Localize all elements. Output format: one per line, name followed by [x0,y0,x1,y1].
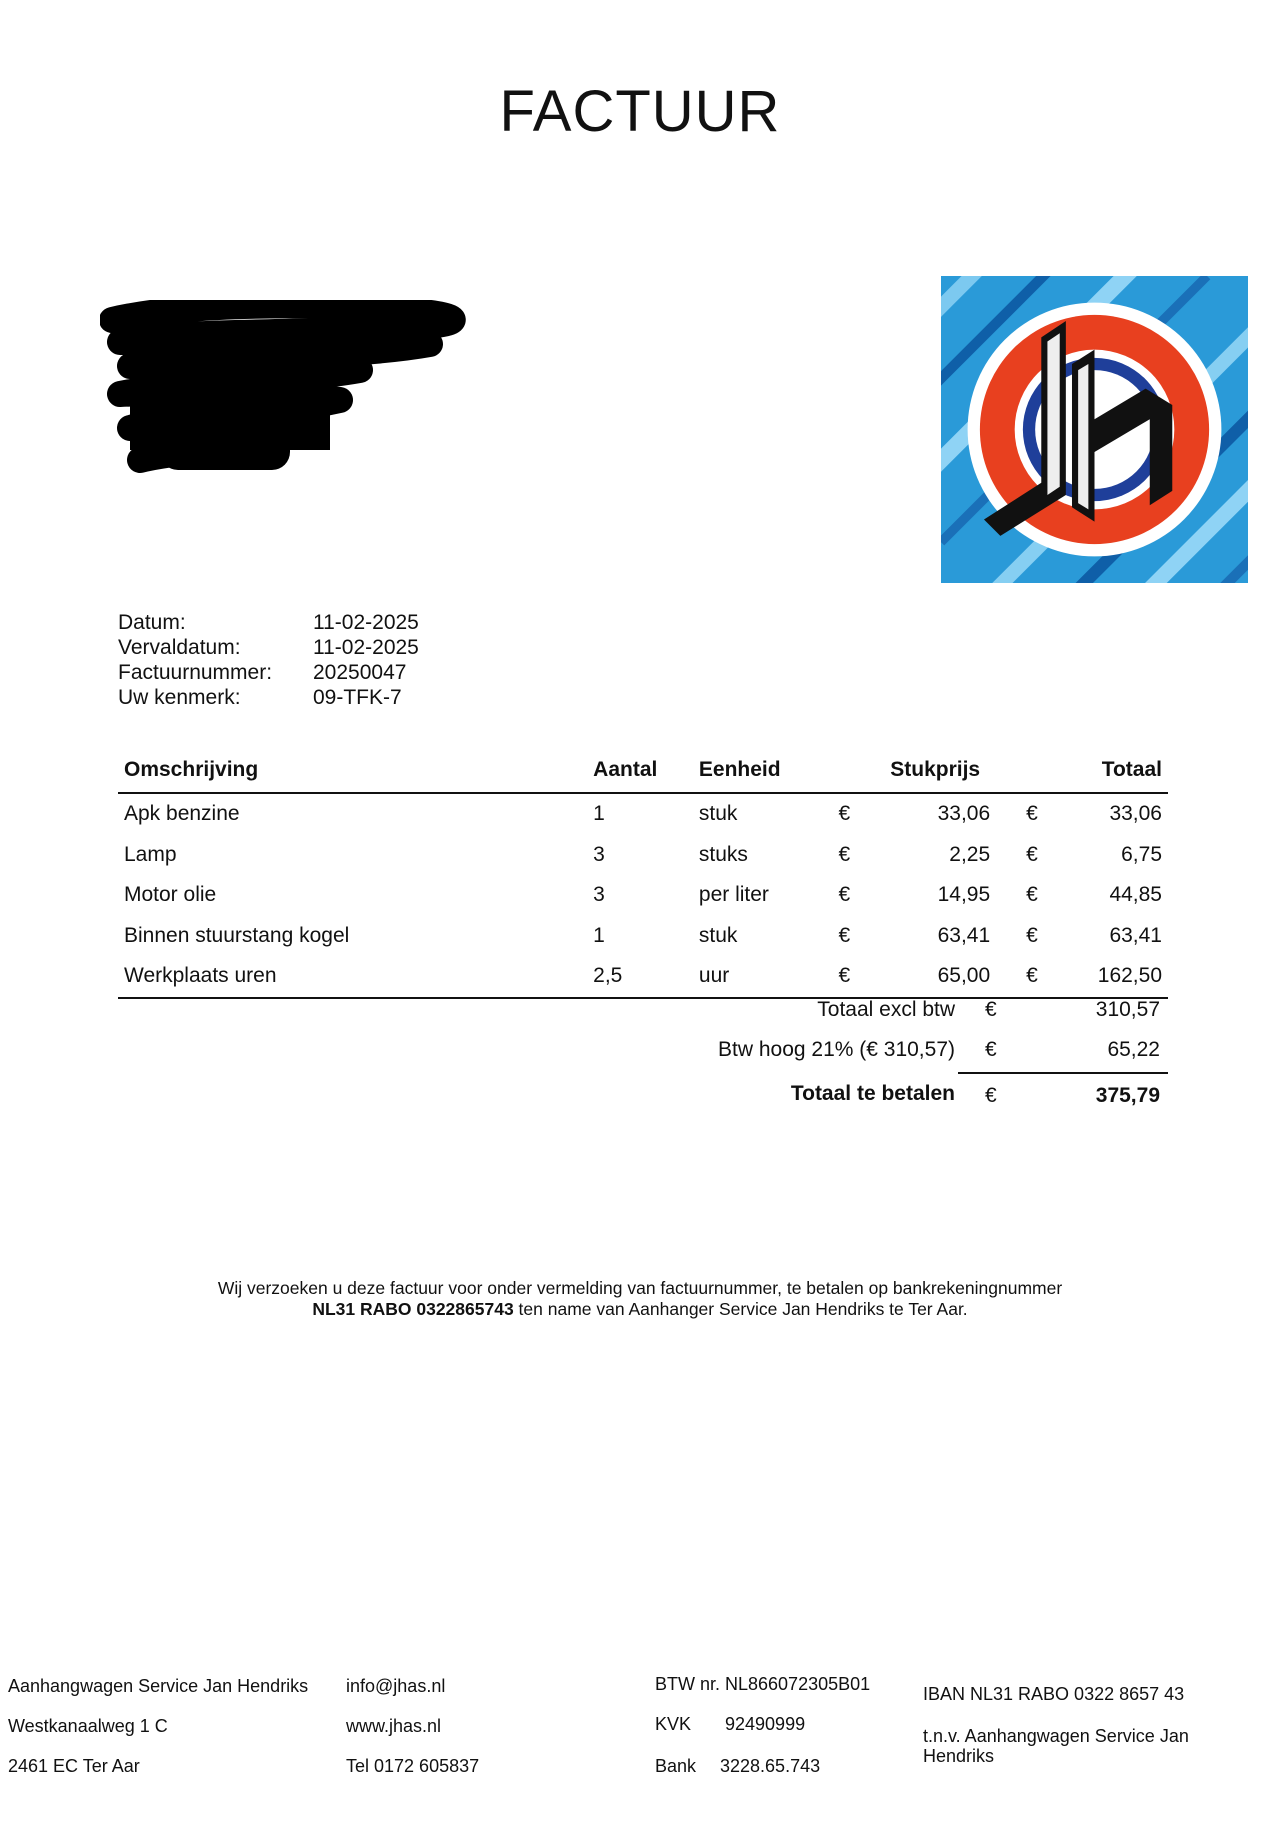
row-quantity: 1 [593,923,605,947]
row-unit: per liter [698,883,769,907]
header-quantity: Aantal [587,752,693,793]
subtotal-label: Totaal excl btw [817,998,955,1021]
meta-label: Vervaldatum: [118,636,241,659]
footer-website[interactable]: www.jhas.nl [346,1716,442,1736]
footer-city: 2461 EC Ter Aar [8,1756,140,1776]
meta-label: Datum: [118,611,186,634]
footer-street: Westkanaalweg 1 C [8,1716,168,1736]
table-row [118,916,1168,957]
jh-logo [941,276,1248,583]
row-currency: € [996,956,1092,998]
row-total: 33,06 [1109,802,1162,826]
meta-row-invoice-number [118,660,419,685]
vat-label: Btw hoog 21% (€ 310,57) [718,1038,955,1061]
row-unit: uur [693,956,833,998]
table-row [118,875,1168,916]
row-unit-price: 65,00 [884,956,996,998]
header-unit-price: Stukprijs [884,752,996,793]
row-description: Lamp [124,842,177,866]
footer-phone: Tel 0172 605837 [346,1756,480,1776]
footer-account-name: t.n.v. Aanhangwagen Service Jan Hendriks [923,1726,1189,1766]
payment-note [0,1278,1280,1320]
row-total: 162,50 [1092,956,1168,998]
payment-note-line1: Wij verzoeken u deze factuur voor onder vermelding van factuurnummer, te betalen op bankrekeningnummer [217,1278,1063,1298]
line-items-table [118,752,1168,999]
table-row [118,793,1168,835]
row-total: 6,75 [1121,842,1162,866]
payment-note-line2 [0,1299,1280,1320]
meta-row-reference [118,685,419,710]
table-header-row [118,752,1168,793]
footer-bank-label: Bank [655,1756,697,1776]
footer-kvk-value: 92490999 [725,1714,806,1734]
payment-iban: NL31 RABO 0322865743 [312,1299,514,1319]
row-currency: € [838,802,851,826]
table-row [118,835,1168,876]
row-currency: € [1026,802,1038,826]
row-total: 63,41 [1109,923,1162,947]
meta-value: 09-TFK-7 [313,686,402,709]
meta-row-due-date [118,635,419,660]
row-description: Werkplaats uren [118,956,587,998]
vat-currency: € [985,1038,997,1061]
row-currency: € [833,956,885,998]
footer-iban: IBAN NL31 RABO 0322 8657 43 [923,1684,1185,1704]
row-unit: stuk [698,802,738,826]
row-unit-price: 14,95 [937,883,991,907]
totals-divider [958,1072,1168,1074]
row-currency: € [838,883,851,907]
header-unit: Eenheid [693,752,833,793]
grand-total-currency: € [985,1084,997,1107]
invoice-title: FACTUUR [499,79,781,144]
meta-row-date [118,610,419,635]
meta-value: 11-02-2025 [313,636,419,659]
footer-company-name: Aanhangwagen Service Jan Hendriks [8,1676,309,1696]
row-currency: € [838,842,851,866]
grand-total-value: 375,79 [1095,1084,1160,1107]
row-quantity: 3 [593,842,605,866]
grand-total-label: Totaal te betalen [790,1082,955,1105]
payment-note-rest: ten name van Aanhanger Service Jan Hendriks te Ter Aar. [513,1299,968,1319]
row-unit-price: 2,25 [949,842,991,866]
row-total: 44,85 [1109,883,1162,907]
row-description: Motor olie [124,883,217,907]
footer-bank-value: 3228.65.743 [720,1756,821,1776]
row-currency: € [838,923,851,947]
row-quantity: 2,5 [587,956,693,998]
row-unit-price: 33,06 [937,802,991,826]
vat-value: 65,22 [1107,1038,1160,1061]
meta-value: 20250047 [313,661,407,684]
row-quantity: 1 [593,802,605,826]
invoice-meta [118,610,419,710]
meta-label: Uw kenmerk: [118,686,241,709]
meta-label: Factuurnummer: [118,661,273,684]
row-unit: stuks [698,842,748,866]
meta-value: 11-02-2025 [313,611,419,634]
subtotal-currency: € [985,998,997,1021]
row-currency: € [1026,883,1038,907]
header-total: Totaal [1092,752,1168,793]
row-quantity: 3 [593,883,605,907]
redaction-scribble [100,300,520,480]
row-description: Apk benzine [124,802,240,826]
header-description: Omschrijving [118,752,587,793]
subtotal-value: 310,57 [1095,998,1160,1021]
row-unit: stuk [698,923,738,947]
row-description: Binnen stuurstang kogel [124,923,350,947]
footer-vat-number: BTW nr. NL866072305B01 [655,1674,871,1694]
row-unit-price: 63,41 [937,923,991,947]
row-currency: € [1026,923,1038,947]
footer-email[interactable]: info@jhas.nl [346,1676,446,1696]
footer-kvk-label: KVK [655,1714,692,1734]
row-currency: € [1026,842,1038,866]
